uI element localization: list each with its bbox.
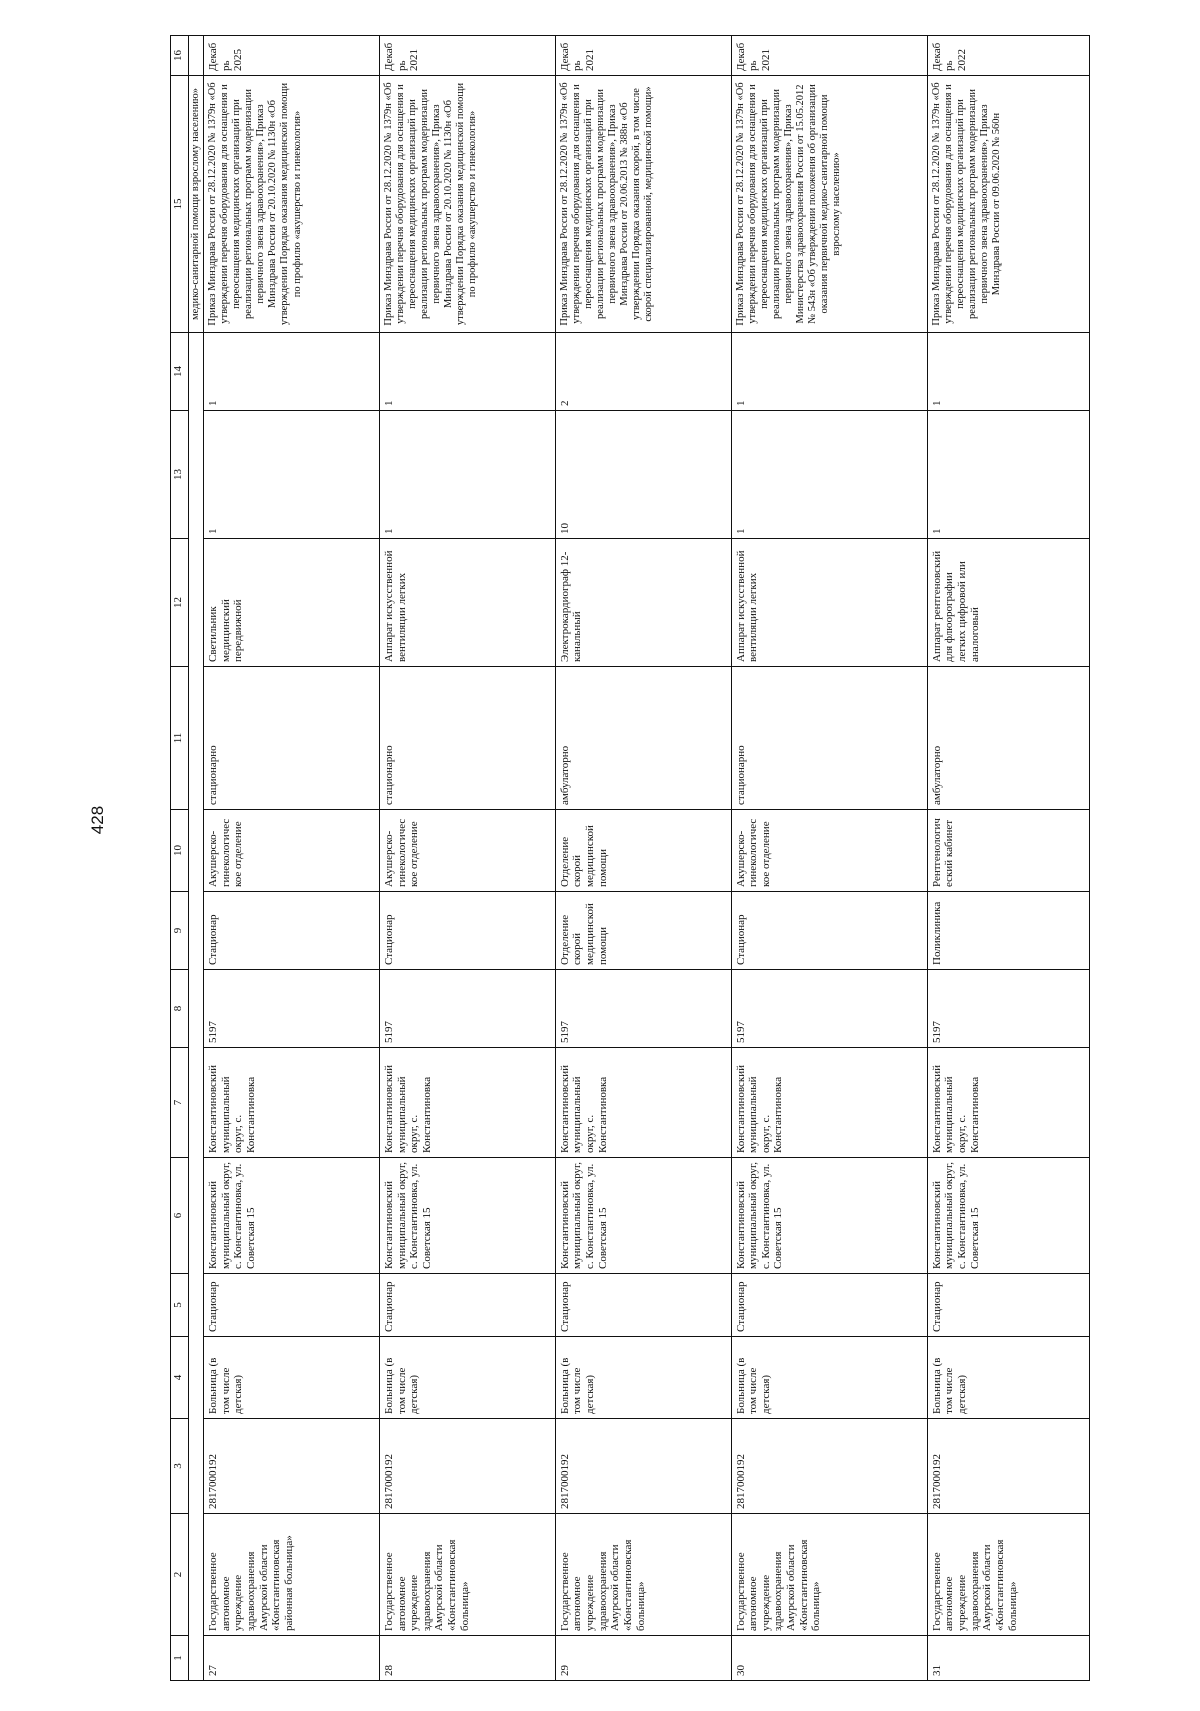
- col-number-3: 3: [171, 1419, 189, 1514]
- facility-form: Стационар: [204, 1274, 380, 1337]
- care-conditions: стационарно: [379, 667, 555, 810]
- organization-name: Государственное автономное учреждение здравоохранения Амурской области «Константиновская районная больница»: [204, 1514, 380, 1636]
- quantity-need: 1: [927, 411, 1089, 539]
- legal-basis: Приказ Минздрава России от 28.12.2020 № 1379н «Об утверждении перечня оборудования для оснащения и переоснащения медицинских организаций при реализации региональных программ модернизации первичного звена здравоохранения», Приказ Минздрава России от 20.06.2013 № 388н «Об утверждении Порядка оказания скорой, в том числе скорой специализированной, медицинской помощи»: [555, 76, 731, 333]
- structural-unit: Стационар: [731, 892, 927, 970]
- column-number-row: [171, 36, 189, 1681]
- organization-name: Государственное автономное учреждение здравоохранения Амурской области «Константиновская больница»: [927, 1514, 1089, 1636]
- col-number-8: 8: [171, 970, 189, 1048]
- col-number-14: 14: [171, 333, 189, 411]
- municipality: Константиновский муниципальный округ, с. Константиновка: [204, 1048, 380, 1158]
- population: 5197: [555, 970, 731, 1048]
- facility-address: Константиновский муниципальный округ, с. Константиновка, ул. Советская 15: [731, 1158, 927, 1274]
- col-number-9: 9: [171, 892, 189, 970]
- structural-unit: Стационар: [204, 892, 380, 970]
- col-number-16: 16: [171, 36, 189, 76]
- row-number: 27: [204, 1636, 380, 1681]
- rotated-table-wrapper: [170, 36, 1090, 1681]
- equipment-table: [170, 35, 1090, 1681]
- delivery-date: Декабрь 2021: [379, 36, 555, 76]
- facility-form: Стационар: [731, 1274, 927, 1337]
- facility-address: Константиновский муниципальный округ, с. Константиновка, ул. Советская 15: [204, 1158, 380, 1274]
- equipment-name: Электрокардиограф 12-канальный: [555, 539, 731, 667]
- department: Акушерско-гинекологическое отделение: [204, 810, 380, 892]
- col-number-2: 2: [171, 1514, 189, 1636]
- col-number-13: 13: [171, 411, 189, 539]
- quantity-need: 1: [731, 411, 927, 539]
- structural-unit: Отделение скорой медицинской помощи: [555, 892, 731, 970]
- table-row: [379, 36, 555, 1681]
- facility-type: Больница (в том числе детская): [555, 1337, 731, 1419]
- equipment-name: Аппарат рентгеновский для флюорографии легких цифровой или аналоговый: [927, 539, 1089, 667]
- structural-unit: Поликлиника: [927, 892, 1089, 970]
- municipality: Константиновский муниципальный округ, с. Константиновка: [927, 1048, 1089, 1158]
- facility-type: Больница (в том числе детская): [204, 1337, 380, 1419]
- organization-name: Государственное автономное учреждение здравоохранения Амурской области «Константиновская больница»: [555, 1514, 731, 1636]
- col-number-15: 15: [171, 76, 189, 333]
- care-conditions: амбулаторно: [927, 667, 1089, 810]
- organization-name: Государственное автономное учреждение здравоохранения Амурской области «Константиновская больница»: [731, 1514, 927, 1636]
- organization-code: 2817000192: [731, 1419, 927, 1514]
- department: Акушерско-гинекологическое отделение: [731, 810, 927, 892]
- quantity-total: 1: [731, 333, 927, 411]
- legal-basis: Приказ Минздрава России от 28.12.2020 № 1379н «Об утверждении перечня оборудования для оснащения и переоснащения медицинских организаций при реализации региональных программ модернизации первичного звена здравоохранения», Приказ Минздрава России от 09.06.2020 № 560н: [927, 76, 1089, 333]
- col-number-11: 11: [171, 667, 189, 810]
- facility-type: Больница (в том числе детская): [927, 1337, 1089, 1419]
- facility-address: Константиновский муниципальный округ, с. Константиновка, ул. Советская 15: [555, 1158, 731, 1274]
- equipment-name: Аппарат искусственной вентиляции легких: [731, 539, 927, 667]
- care-conditions: стационарно: [204, 667, 380, 810]
- table-row: [555, 36, 731, 1681]
- facility-form: Стационар: [927, 1274, 1089, 1337]
- organization-code: 2817000192: [379, 1419, 555, 1514]
- municipality: Константиновский муниципальный округ, с. Константиновка: [555, 1048, 731, 1158]
- department: Рентгенологический кабинет: [927, 810, 1089, 892]
- facility-form: Стационар: [379, 1274, 555, 1337]
- row-number: 29: [555, 1636, 731, 1681]
- population: 5197: [731, 970, 927, 1048]
- municipality: Константиновский муниципальный округ, с. Константиновка: [379, 1048, 555, 1158]
- population: 5197: [379, 970, 555, 1048]
- municipality: Константиновский муниципальный округ, с. Константиновка: [731, 1048, 927, 1158]
- delivery-date: Декабрь 2021: [731, 36, 927, 76]
- col-number-1: 1: [171, 1636, 189, 1681]
- organization-name: Государственное автономное учреждение здравоохранения Амурской области «Константиновская больница»: [379, 1514, 555, 1636]
- col-number-10: 10: [171, 810, 189, 892]
- table-row: [927, 36, 1089, 1681]
- legal-basis: Приказ Минздрава России от 28.12.2020 № 1379н «Об утверждении перечня оборудования для оснащения и переоснащения медицинских организаций при реализации региональных программ модернизации первичного звена здравоохранения», Приказ Минздрава России от 20.10.2020 № 1130н «Об утверждении Порядка оказания медицинской помощи по профилю «акушерство и гинекология»: [379, 76, 555, 333]
- structural-unit: Стационар: [379, 892, 555, 970]
- organization-code: 2817000192: [204, 1419, 380, 1514]
- facility-type: Больница (в том числе детская): [379, 1337, 555, 1419]
- col-number-7: 7: [171, 1048, 189, 1158]
- facility-address: Константиновский муниципальный округ, с. Константиновка, ул. Советская 15: [927, 1158, 1089, 1274]
- quantity-need: 10: [555, 411, 731, 539]
- equipment-name: Светильник медицинский передвижной: [204, 539, 380, 667]
- department: Отделение скорой медицинской помощи: [555, 810, 731, 892]
- legal-basis: Приказ Минздрава России от 28.12.2020 № 1379н «Об утверждении перечня оборудования для оснащения и переоснащения медицинских организаций при реализации региональных программ модернизации первичного звена здравоохранения», Приказ Минздрава России от 20.10.2020 № 1130н «Об утверждении Порядка оказания медицинской помощи по профилю «акушерство и гинекология»: [204, 76, 380, 333]
- quantity-total: 1: [379, 333, 555, 411]
- table-row: [731, 36, 927, 1681]
- facility-type: Больница (в том числе детская): [731, 1337, 927, 1419]
- quantity-total: 2: [555, 333, 731, 411]
- quantity-need: 1: [204, 411, 380, 539]
- care-conditions: стационарно: [731, 667, 927, 810]
- row-number: 31: [927, 1636, 1089, 1681]
- department: Акушерско-гинекологическое отделение: [379, 810, 555, 892]
- col-number-12: 12: [171, 539, 189, 667]
- col-number-4: 4: [171, 1337, 189, 1419]
- population: 5197: [927, 970, 1089, 1048]
- page-number: 428: [88, 805, 107, 835]
- row-number: 30: [731, 1636, 927, 1681]
- facility-address: Константиновский муниципальный округ, с. Константиновка, ул. Советская 15: [379, 1158, 555, 1274]
- quantity-need: 1: [379, 411, 555, 539]
- continuation-row: [189, 36, 204, 1681]
- delivery-date: Декабрь 2022: [927, 36, 1089, 76]
- delivery-date: Декабрь 2021: [555, 36, 731, 76]
- population: 5197: [204, 970, 380, 1048]
- legal-basis: Приказ Минздрава России от 28.12.2020 № 1379н «Об утверждении перечня оборудования для оснащения и переоснащения медицинских организаций при реализации региональных программ модернизации первичного звена здравоохранения», Приказ Министерства здравоохранения России от 15.05.2012 № 543н «Об утверждении положения об организации оказания первичной медико-санитарной помощи взрослому населению»: [731, 76, 927, 333]
- continuation-empty-cell: [189, 333, 204, 1681]
- section-tail-text: медико-санитарной помощи взрослому населению»: [189, 76, 204, 333]
- organization-code: 2817000192: [555, 1419, 731, 1514]
- table-row: [204, 36, 380, 1681]
- quantity-total: 1: [927, 333, 1089, 411]
- equipment-name: Аппарат искусственной вентиляции легких: [379, 539, 555, 667]
- facility-form: Стационар: [555, 1274, 731, 1337]
- col-number-6: 6: [171, 1158, 189, 1274]
- care-conditions: амбулаторно: [555, 667, 731, 810]
- delivery-date: Декабрь 2025: [204, 36, 380, 76]
- organization-code: 2817000192: [927, 1419, 1089, 1514]
- row-number: 28: [379, 1636, 555, 1681]
- continuation-empty-date-cell: [189, 36, 204, 76]
- col-number-5: 5: [171, 1274, 189, 1337]
- quantity-total: 1: [204, 333, 380, 411]
